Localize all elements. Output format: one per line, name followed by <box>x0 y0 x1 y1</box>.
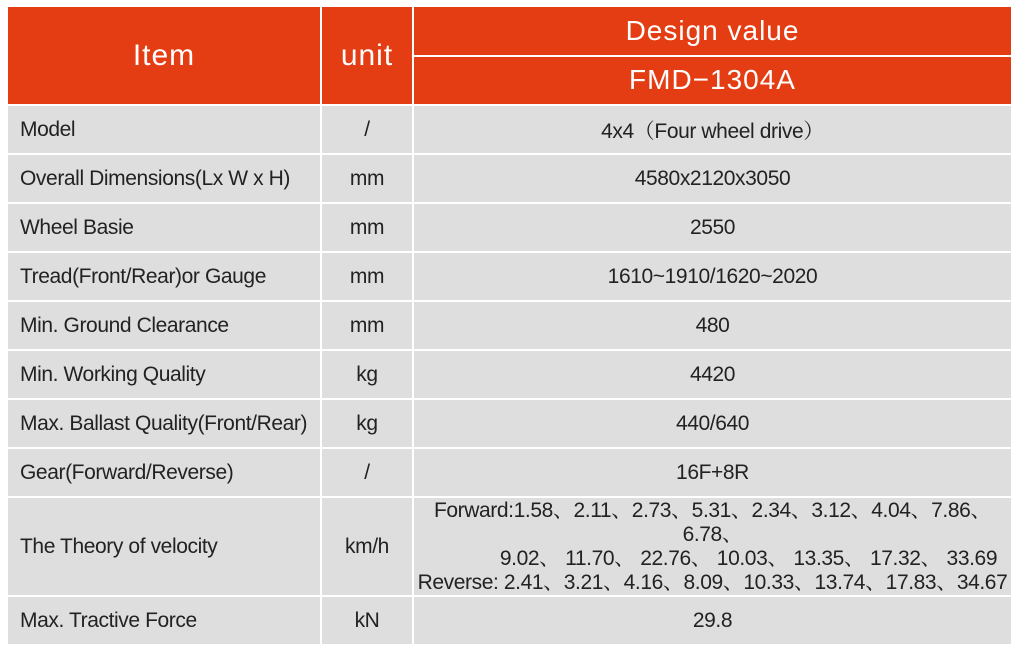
row-item: Overall Dimensions(Lx W x H) <box>7 154 321 203</box>
row-value: 16F+8R <box>413 448 1012 497</box>
row-item: Min. Ground Clearance <box>7 301 321 350</box>
table-row <box>7 350 1012 399</box>
row-unit: km/h <box>321 497 413 596</box>
row-item: Tread(Front/Rear)or Gauge <box>7 252 321 301</box>
row-value: 2550 <box>413 203 1012 252</box>
row-item: Wheel Basie <box>7 203 321 252</box>
spec-table <box>6 5 1013 646</box>
row-item: Max. Tractive Force <box>7 596 321 645</box>
table-row <box>7 596 1012 645</box>
row-unit: kg <box>321 399 413 448</box>
row-item: Min. Working Quality <box>7 350 321 399</box>
row-item: Max. Ballast Quality(Front/Rear) <box>7 399 321 448</box>
velocity-line-forward: Forward:1.58、2.11、2.73、5.31、2.34、3.12、4.04、7.86、6.78、 <box>433 498 992 546</box>
header-design-value: Design value <box>413 6 1012 56</box>
header-model: FMD−1304A <box>413 56 1012 106</box>
row-item: Gear(Forward/Reverse) <box>7 448 321 497</box>
row-unit: mm <box>321 301 413 350</box>
row-value: 4420 <box>413 350 1012 399</box>
row-unit: mm <box>321 203 413 252</box>
row-item: Model <box>7 105 321 154</box>
row-unit: kN <box>321 596 413 645</box>
table-row <box>7 154 1012 203</box>
row-item: The Theory of velocity <box>7 497 321 596</box>
header-unit: unit <box>321 6 413 105</box>
table-row <box>7 448 1012 497</box>
row-unit: / <box>321 448 413 497</box>
table-row <box>7 203 1012 252</box>
row-value: 4x4（Four wheel drive） <box>413 105 1012 154</box>
table-row <box>7 252 1012 301</box>
row-unit: / <box>321 105 413 154</box>
table-row <box>7 105 1012 154</box>
row-unit: mm <box>321 252 413 301</box>
row-value: 4580x2120x3050 <box>413 154 1012 203</box>
table-row <box>7 399 1012 448</box>
table-row <box>7 301 1012 350</box>
velocity-line-reverse: Reverse: 2.41、3.21、4.16、8.09、10.33、13.74、17.83、34.67 <box>417 570 1008 594</box>
header-row <box>7 6 1012 56</box>
row-value: 29.8 <box>413 596 1012 645</box>
row-unit: kg <box>321 350 413 399</box>
row-value: 440/640 <box>413 399 1012 448</box>
row-unit: mm <box>321 154 413 203</box>
row-value: 1610~1910/1620~2020 <box>413 252 1012 301</box>
velocity-value <box>413 497 1012 596</box>
table-row <box>7 497 1012 596</box>
header-item: Item <box>7 6 321 105</box>
velocity-line-forward-cont: 9.02、 11.70、 22.76、 10.03、 13.35、 17.32、 33.69 <box>499 546 998 570</box>
row-value: 480 <box>413 301 1012 350</box>
